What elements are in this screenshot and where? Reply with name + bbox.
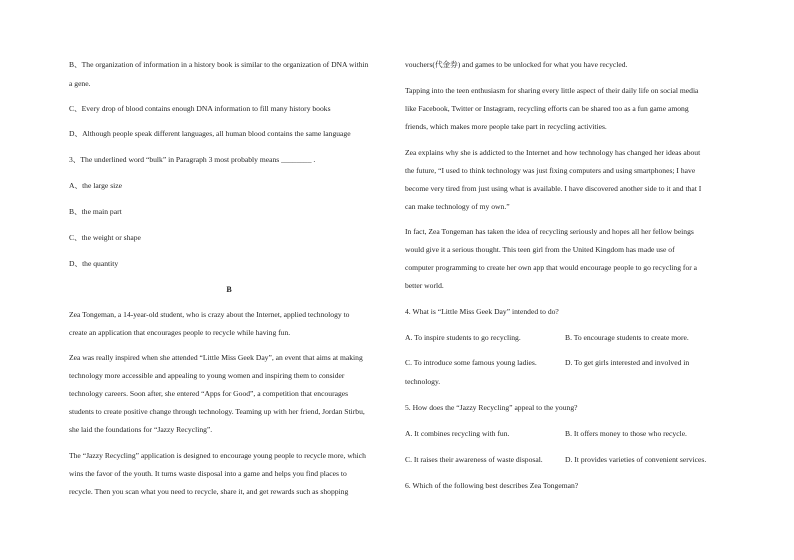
q2-option-b-line2: a gene. [69,79,91,88]
section-label: B [226,285,232,294]
passage-p3-line2: wins the favor of the youth. It turns waste disposal into a game and helps you find places to [69,469,347,478]
passage-p3-continued: vouchers(代金券) and games to be unlocked for what you have recycled. [405,60,628,69]
q3-stem: 3、The underlined word “bulk” in Paragraph 3 most probably means ________ . [69,155,316,164]
passage-p5-line1: Zea explains why she is addicted to the Internet and how technology has changed her ideas about [405,148,701,157]
passage-p2-line3: technology careers. Soon after, she entered “Apps for Good”, a competition that encourages [69,389,349,398]
q2-option-b-line1: B、The organization of information in a history book is similar to the organization of DNA within [69,60,369,69]
q5-option-c: C. It raises their awareness of waste disposal. [405,455,543,464]
passage-p4-line3: friends, which makes more people take part in recycling activities. [405,122,607,131]
q4-option-d-text: D. To get girls interested and involved in [565,358,690,367]
q3-option-b: B、the main part [69,207,122,216]
passage-p3-line1: The “Jazzy Recycling” application is designed to encourage young people to recycle more, which [69,451,366,460]
q4-option-d [565,358,725,368]
q5-stem: 5. How does the “Jazzy Recycling” appeal to the young? [405,403,578,412]
passage-p1-line1: Zea Tongeman, a 14-year-old student, who is crazy about the Internet, applied technology to [69,310,350,319]
passage-p6-line2: would give it a serious thought. This teen girl from the United Kingdom has made use of [405,245,675,254]
q3-option-c: C、the weight or shape [69,233,141,242]
q5-option-d: D. It provides varieties of convenient services. [565,455,707,464]
q4-option-d-continued: technology. [405,377,441,386]
q6-stem: 6. Which of the following best describes Zea Tongeman? [405,481,579,490]
passage-p3-line3: recycle. Then you scan what you need to recycle, share it, and get rewards such as shopping [69,487,349,496]
passage-p2-line2: technology more accessible and appealing to young women and inspiring them to consider [69,371,345,380]
passage-p6-line1: In fact, Zea Tongeman has taken the idea of recycling seriously and hopes all her fellow beings [405,227,694,236]
q4-option-b: B. To encourage students to create more. [565,333,689,342]
q3-option-a: A、the large size [69,181,122,190]
q5-option-a: A. It combines recycling with fun. [405,429,510,438]
q4-stem: 4. What is “Little Miss Geek Day” intended to do? [405,307,559,316]
q5-option-b: B. It offers money to those who recycle. [565,429,687,438]
passage-p2-line4: students to create positive change through technology. Teaming up with her friend, Jordan Stirbu, [69,407,365,416]
passage-p4-line2: like Facebook, Twitter or Instagram, recycling efforts can be shared too as a fun game among [405,104,689,113]
passage-p4-line1: Tapping into the teen enthusiasm for sharing every little aspect of their daily life on social media [405,86,699,95]
q2-option-c: C、Every drop of blood contains enough DNA information to fill many history books [69,104,331,113]
q3-option-d: D、the quantity [69,259,119,268]
passage-p6-line4: better world. [405,281,444,290]
passage-p1-line2: create an application that encourages people to recycle while having fun. [69,328,291,337]
passage-p5-line3: become very tired from just using what is available. I have discovered another side to it and that I [405,184,702,193]
passage-p2-line5: she laid the foundations for “Jazzy Recycling”. [69,425,213,434]
passage-p2-line1: Zea was really inspired when she attended “Little Miss Geek Day”, an event that aims at making [69,353,363,362]
passage-p6-line3: computer programming to create her own app that would encourage people to go recycling for a [405,263,698,272]
q2-option-d: D、Although people speak different languages, all human blood contains the same language [69,129,351,138]
passage-p5-line2: the future, “I used to think technology was just fixing computers and using smartphones; I have [405,166,696,175]
q4-option-a: A. To inspire students to go recycling. [405,333,521,342]
q4-option-c: C. To introduce some famous young ladies. [405,358,537,367]
passage-p5-line4: can make technology of my own.” [405,202,510,211]
